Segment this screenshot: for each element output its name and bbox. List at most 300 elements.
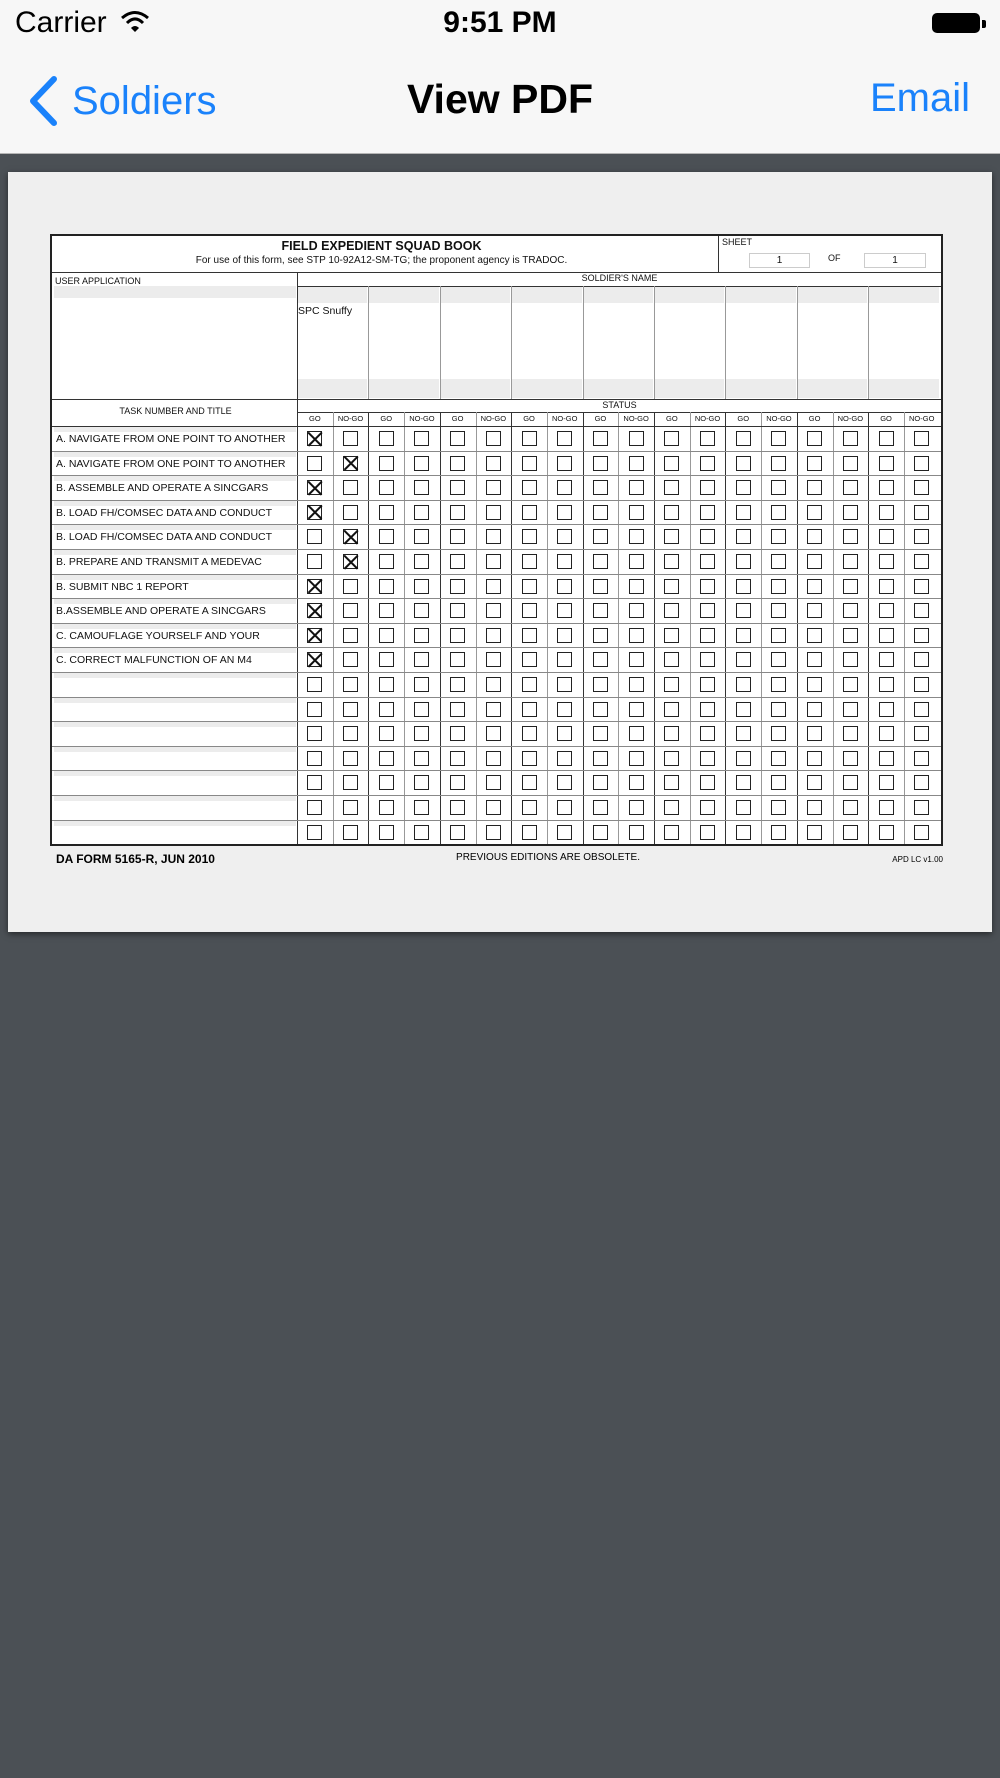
go-checkbox[interactable] (593, 579, 608, 594)
nogo-checkbox[interactable] (414, 603, 429, 618)
go-checkbox[interactable] (593, 726, 608, 741)
go-checkbox[interactable] (807, 456, 822, 471)
nogo-checkbox[interactable] (914, 480, 929, 495)
nogo-checkbox[interactable] (700, 800, 715, 815)
nogo-checkbox[interactable] (914, 751, 929, 766)
go-checkbox[interactable] (736, 677, 751, 692)
nogo-checkbox[interactable] (486, 628, 501, 643)
go-checkbox[interactable] (379, 677, 394, 692)
nogo-checkbox[interactable] (557, 505, 572, 520)
nogo-checkbox[interactable] (343, 800, 358, 815)
go-checkbox[interactable] (307, 505, 322, 520)
nogo-checkbox[interactable] (700, 579, 715, 594)
go-checkbox[interactable] (664, 628, 679, 643)
nogo-checkbox[interactable] (771, 579, 786, 594)
go-checkbox[interactable] (450, 825, 465, 840)
nogo-checkbox[interactable] (343, 505, 358, 520)
go-checkbox[interactable] (807, 505, 822, 520)
nogo-checkbox[interactable] (914, 529, 929, 544)
go-checkbox[interactable] (593, 825, 608, 840)
go-checkbox[interactable] (664, 825, 679, 840)
nogo-checkbox[interactable] (629, 677, 644, 692)
go-checkbox[interactable] (807, 751, 822, 766)
go-checkbox[interactable] (664, 726, 679, 741)
nogo-checkbox[interactable] (343, 579, 358, 594)
go-checkbox[interactable] (522, 554, 537, 569)
nogo-checkbox[interactable] (914, 628, 929, 643)
go-checkbox[interactable] (807, 579, 822, 594)
go-checkbox[interactable] (736, 751, 751, 766)
go-checkbox[interactable] (664, 480, 679, 495)
nogo-checkbox[interactable] (414, 529, 429, 544)
go-checkbox[interactable] (450, 628, 465, 643)
nogo-checkbox[interactable] (486, 431, 501, 446)
nogo-checkbox[interactable] (557, 456, 572, 471)
nogo-checkbox[interactable] (629, 775, 644, 790)
go-checkbox[interactable] (807, 554, 822, 569)
nogo-checkbox[interactable] (414, 480, 429, 495)
go-checkbox[interactable] (379, 800, 394, 815)
go-checkbox[interactable] (593, 431, 608, 446)
nogo-checkbox[interactable] (486, 579, 501, 594)
go-checkbox[interactable] (807, 677, 822, 692)
nogo-checkbox[interactable] (629, 603, 644, 618)
go-checkbox[interactable] (879, 579, 894, 594)
nogo-checkbox[interactable] (343, 456, 358, 471)
go-checkbox[interactable] (807, 726, 822, 741)
go-checkbox[interactable] (664, 431, 679, 446)
go-checkbox[interactable] (879, 726, 894, 741)
nogo-checkbox[interactable] (414, 726, 429, 741)
go-checkbox[interactable] (879, 480, 894, 495)
nogo-checkbox[interactable] (771, 431, 786, 446)
go-checkbox[interactable] (379, 505, 394, 520)
nogo-checkbox[interactable] (557, 702, 572, 717)
nogo-checkbox[interactable] (914, 603, 929, 618)
go-checkbox[interactable] (307, 529, 322, 544)
nogo-checkbox[interactable] (414, 505, 429, 520)
go-checkbox[interactable] (522, 529, 537, 544)
go-checkbox[interactable] (450, 529, 465, 544)
nogo-checkbox[interactable] (557, 554, 572, 569)
nogo-checkbox[interactable] (629, 702, 644, 717)
go-checkbox[interactable] (664, 652, 679, 667)
go-checkbox[interactable] (593, 800, 608, 815)
go-checkbox[interactable] (879, 652, 894, 667)
go-checkbox[interactable] (736, 775, 751, 790)
nogo-checkbox[interactable] (414, 579, 429, 594)
nogo-checkbox[interactable] (771, 505, 786, 520)
nogo-checkbox[interactable] (914, 702, 929, 717)
nogo-checkbox[interactable] (843, 554, 858, 569)
go-checkbox[interactable] (522, 456, 537, 471)
go-checkbox[interactable] (736, 579, 751, 594)
go-checkbox[interactable] (807, 775, 822, 790)
nogo-checkbox[interactable] (343, 652, 358, 667)
go-checkbox[interactable] (593, 603, 608, 618)
nogo-checkbox[interactable] (843, 652, 858, 667)
nogo-checkbox[interactable] (700, 677, 715, 692)
nogo-checkbox[interactable] (914, 726, 929, 741)
nogo-checkbox[interactable] (629, 628, 644, 643)
nogo-checkbox[interactable] (771, 751, 786, 766)
go-checkbox[interactable] (736, 554, 751, 569)
go-checkbox[interactable] (736, 505, 751, 520)
nogo-checkbox[interactable] (700, 480, 715, 495)
nogo-checkbox[interactable] (557, 480, 572, 495)
go-checkbox[interactable] (450, 554, 465, 569)
nogo-checkbox[interactable] (700, 603, 715, 618)
go-checkbox[interactable] (664, 554, 679, 569)
nogo-checkbox[interactable] (700, 628, 715, 643)
go-checkbox[interactable] (593, 702, 608, 717)
go-checkbox[interactable] (736, 702, 751, 717)
nogo-checkbox[interactable] (343, 529, 358, 544)
nogo-checkbox[interactable] (914, 800, 929, 815)
go-checkbox[interactable] (664, 456, 679, 471)
go-checkbox[interactable] (879, 751, 894, 766)
go-checkbox[interactable] (522, 702, 537, 717)
go-checkbox[interactable] (307, 456, 322, 471)
go-checkbox[interactable] (593, 628, 608, 643)
nogo-checkbox[interactable] (486, 775, 501, 790)
nogo-checkbox[interactable] (486, 603, 501, 618)
go-checkbox[interactable] (450, 726, 465, 741)
go-checkbox[interactable] (379, 825, 394, 840)
go-checkbox[interactable] (522, 505, 537, 520)
nogo-checkbox[interactable] (343, 480, 358, 495)
nogo-checkbox[interactable] (700, 554, 715, 569)
nogo-checkbox[interactable] (557, 751, 572, 766)
go-checkbox[interactable] (307, 603, 322, 618)
go-checkbox[interactable] (593, 775, 608, 790)
nogo-checkbox[interactable] (843, 825, 858, 840)
nogo-checkbox[interactable] (700, 702, 715, 717)
go-checkbox[interactable] (450, 702, 465, 717)
nogo-checkbox[interactable] (843, 480, 858, 495)
email-button[interactable]: Email (869, 76, 970, 120)
nogo-checkbox[interactable] (486, 677, 501, 692)
go-checkbox[interactable] (736, 652, 751, 667)
nogo-checkbox[interactable] (557, 431, 572, 446)
go-checkbox[interactable] (522, 677, 537, 692)
nogo-checkbox[interactable] (486, 825, 501, 840)
nogo-checkbox[interactable] (486, 505, 501, 520)
go-checkbox[interactable] (450, 677, 465, 692)
nogo-checkbox[interactable] (771, 825, 786, 840)
go-checkbox[interactable] (450, 800, 465, 815)
nogo-checkbox[interactable] (843, 800, 858, 815)
nogo-checkbox[interactable] (771, 456, 786, 471)
go-checkbox[interactable] (736, 456, 751, 471)
nogo-checkbox[interactable] (343, 825, 358, 840)
go-checkbox[interactable] (450, 775, 465, 790)
nogo-checkbox[interactable] (700, 431, 715, 446)
go-checkbox[interactable] (593, 554, 608, 569)
go-checkbox[interactable] (307, 726, 322, 741)
nogo-checkbox[interactable] (343, 677, 358, 692)
nogo-checkbox[interactable] (486, 480, 501, 495)
nogo-checkbox[interactable] (914, 456, 929, 471)
go-checkbox[interactable] (450, 652, 465, 667)
nogo-checkbox[interactable] (700, 775, 715, 790)
nogo-checkbox[interactable] (771, 529, 786, 544)
go-checkbox[interactable] (379, 554, 394, 569)
nogo-checkbox[interactable] (914, 652, 929, 667)
go-checkbox[interactable] (307, 677, 322, 692)
go-checkbox[interactable] (879, 529, 894, 544)
nogo-checkbox[interactable] (843, 702, 858, 717)
nogo-checkbox[interactable] (914, 775, 929, 790)
nogo-checkbox[interactable] (700, 529, 715, 544)
go-checkbox[interactable] (379, 431, 394, 446)
nogo-checkbox[interactable] (557, 652, 572, 667)
nogo-checkbox[interactable] (914, 554, 929, 569)
nogo-checkbox[interactable] (414, 677, 429, 692)
nogo-checkbox[interactable] (629, 554, 644, 569)
go-checkbox[interactable] (450, 431, 465, 446)
go-checkbox[interactable] (522, 652, 537, 667)
nogo-checkbox[interactable] (343, 603, 358, 618)
go-checkbox[interactable] (522, 603, 537, 618)
go-checkbox[interactable] (379, 726, 394, 741)
go-checkbox[interactable] (807, 800, 822, 815)
go-checkbox[interactable] (307, 751, 322, 766)
nogo-checkbox[interactable] (629, 456, 644, 471)
go-checkbox[interactable] (522, 775, 537, 790)
nogo-checkbox[interactable] (486, 702, 501, 717)
go-checkbox[interactable] (807, 825, 822, 840)
nogo-checkbox[interactable] (343, 628, 358, 643)
nogo-checkbox[interactable] (914, 677, 929, 692)
nogo-checkbox[interactable] (486, 800, 501, 815)
go-checkbox[interactable] (736, 726, 751, 741)
nogo-checkbox[interactable] (343, 554, 358, 569)
go-checkbox[interactable] (522, 726, 537, 741)
go-checkbox[interactable] (593, 505, 608, 520)
nogo-checkbox[interactable] (486, 529, 501, 544)
nogo-checkbox[interactable] (414, 751, 429, 766)
go-checkbox[interactable] (879, 554, 894, 569)
nogo-checkbox[interactable] (414, 702, 429, 717)
nogo-checkbox[interactable] (629, 825, 644, 840)
go-checkbox[interactable] (522, 628, 537, 643)
go-checkbox[interactable] (664, 505, 679, 520)
go-checkbox[interactable] (379, 751, 394, 766)
nogo-checkbox[interactable] (343, 751, 358, 766)
nogo-checkbox[interactable] (843, 677, 858, 692)
nogo-checkbox[interactable] (414, 628, 429, 643)
go-checkbox[interactable] (307, 652, 322, 667)
go-checkbox[interactable] (450, 603, 465, 618)
nogo-checkbox[interactable] (414, 431, 429, 446)
nogo-checkbox[interactable] (343, 726, 358, 741)
go-checkbox[interactable] (593, 652, 608, 667)
nogo-checkbox[interactable] (629, 431, 644, 446)
go-checkbox[interactable] (522, 825, 537, 840)
nogo-checkbox[interactable] (771, 652, 786, 667)
go-checkbox[interactable] (664, 529, 679, 544)
go-checkbox[interactable] (879, 775, 894, 790)
nogo-checkbox[interactable] (843, 726, 858, 741)
go-checkbox[interactable] (664, 579, 679, 594)
go-checkbox[interactable] (307, 579, 322, 594)
go-checkbox[interactable] (379, 579, 394, 594)
go-checkbox[interactable] (522, 751, 537, 766)
go-checkbox[interactable] (450, 480, 465, 495)
go-checkbox[interactable] (664, 775, 679, 790)
nogo-checkbox[interactable] (700, 456, 715, 471)
go-checkbox[interactable] (736, 431, 751, 446)
go-checkbox[interactable] (379, 702, 394, 717)
go-checkbox[interactable] (879, 825, 894, 840)
nogo-checkbox[interactable] (557, 529, 572, 544)
go-checkbox[interactable] (807, 529, 822, 544)
nogo-checkbox[interactable] (771, 726, 786, 741)
go-checkbox[interactable] (664, 800, 679, 815)
nogo-checkbox[interactable] (557, 603, 572, 618)
nogo-checkbox[interactable] (700, 726, 715, 741)
nogo-checkbox[interactable] (914, 579, 929, 594)
go-checkbox[interactable] (879, 505, 894, 520)
nogo-checkbox[interactable] (914, 825, 929, 840)
go-checkbox[interactable] (664, 603, 679, 618)
go-checkbox[interactable] (664, 751, 679, 766)
pdf-viewer[interactable] (0, 154, 1000, 1778)
go-checkbox[interactable] (522, 579, 537, 594)
nogo-checkbox[interactable] (414, 456, 429, 471)
nogo-checkbox[interactable] (557, 800, 572, 815)
nogo-checkbox[interactable] (414, 825, 429, 840)
nogo-checkbox[interactable] (771, 628, 786, 643)
nogo-checkbox[interactable] (700, 652, 715, 667)
nogo-checkbox[interactable] (843, 529, 858, 544)
go-checkbox[interactable] (307, 775, 322, 790)
nogo-checkbox[interactable] (629, 505, 644, 520)
go-checkbox[interactable] (307, 628, 322, 643)
go-checkbox[interactable] (307, 431, 322, 446)
go-checkbox[interactable] (807, 431, 822, 446)
nogo-checkbox[interactable] (771, 702, 786, 717)
nogo-checkbox[interactable] (629, 726, 644, 741)
nogo-checkbox[interactable] (557, 677, 572, 692)
go-checkbox[interactable] (807, 480, 822, 495)
go-checkbox[interactable] (736, 825, 751, 840)
go-checkbox[interactable] (879, 800, 894, 815)
nogo-checkbox[interactable] (414, 800, 429, 815)
nogo-checkbox[interactable] (914, 505, 929, 520)
go-checkbox[interactable] (879, 677, 894, 692)
nogo-checkbox[interactable] (629, 800, 644, 815)
nogo-checkbox[interactable] (914, 431, 929, 446)
go-checkbox[interactable] (664, 677, 679, 692)
nogo-checkbox[interactable] (557, 825, 572, 840)
go-checkbox[interactable] (307, 554, 322, 569)
nogo-checkbox[interactable] (486, 726, 501, 741)
nogo-checkbox[interactable] (843, 628, 858, 643)
nogo-checkbox[interactable] (414, 652, 429, 667)
nogo-checkbox[interactable] (843, 505, 858, 520)
go-checkbox[interactable] (879, 702, 894, 717)
nogo-checkbox[interactable] (843, 751, 858, 766)
go-checkbox[interactable] (879, 456, 894, 471)
nogo-checkbox[interactable] (486, 456, 501, 471)
nogo-checkbox[interactable] (629, 652, 644, 667)
nogo-checkbox[interactable] (771, 603, 786, 618)
nogo-checkbox[interactable] (700, 825, 715, 840)
go-checkbox[interactable] (379, 603, 394, 618)
go-checkbox[interactable] (807, 652, 822, 667)
go-checkbox[interactable] (879, 628, 894, 643)
go-checkbox[interactable] (593, 751, 608, 766)
nogo-checkbox[interactable] (343, 775, 358, 790)
go-checkbox[interactable] (450, 505, 465, 520)
nogo-checkbox[interactable] (771, 480, 786, 495)
go-checkbox[interactable] (807, 603, 822, 618)
nogo-checkbox[interactable] (414, 775, 429, 790)
go-checkbox[interactable] (736, 529, 751, 544)
nogo-checkbox[interactable] (557, 726, 572, 741)
nogo-checkbox[interactable] (771, 775, 786, 790)
nogo-checkbox[interactable] (629, 529, 644, 544)
nogo-checkbox[interactable] (343, 431, 358, 446)
nogo-checkbox[interactable] (771, 554, 786, 569)
nogo-checkbox[interactable] (486, 554, 501, 569)
nogo-checkbox[interactable] (843, 579, 858, 594)
go-checkbox[interactable] (307, 825, 322, 840)
go-checkbox[interactable] (807, 702, 822, 717)
go-checkbox[interactable] (736, 603, 751, 618)
nogo-checkbox[interactable] (414, 554, 429, 569)
go-checkbox[interactable] (522, 480, 537, 495)
go-checkbox[interactable] (593, 529, 608, 544)
go-checkbox[interactable] (307, 480, 322, 495)
nogo-checkbox[interactable] (700, 505, 715, 520)
go-checkbox[interactable] (879, 431, 894, 446)
nogo-checkbox[interactable] (486, 652, 501, 667)
nogo-checkbox[interactable] (557, 775, 572, 790)
nogo-checkbox[interactable] (343, 702, 358, 717)
go-checkbox[interactable] (379, 628, 394, 643)
go-checkbox[interactable] (736, 480, 751, 495)
nogo-checkbox[interactable] (629, 579, 644, 594)
go-checkbox[interactable] (522, 431, 537, 446)
go-checkbox[interactable] (807, 628, 822, 643)
nogo-checkbox[interactable] (843, 456, 858, 471)
nogo-checkbox[interactable] (771, 800, 786, 815)
go-checkbox[interactable] (450, 456, 465, 471)
nogo-checkbox[interactable] (629, 751, 644, 766)
go-checkbox[interactable] (593, 456, 608, 471)
go-checkbox[interactable] (593, 677, 608, 692)
nogo-checkbox[interactable] (771, 677, 786, 692)
go-checkbox[interactable] (736, 628, 751, 643)
go-checkbox[interactable] (736, 800, 751, 815)
nogo-checkbox[interactable] (700, 751, 715, 766)
go-checkbox[interactable] (450, 579, 465, 594)
go-checkbox[interactable] (522, 800, 537, 815)
go-checkbox[interactable] (307, 702, 322, 717)
go-checkbox[interactable] (379, 529, 394, 544)
go-checkbox[interactable] (379, 775, 394, 790)
go-checkbox[interactable] (450, 751, 465, 766)
go-checkbox[interactable] (879, 603, 894, 618)
nogo-checkbox[interactable] (843, 775, 858, 790)
nogo-checkbox[interactable] (557, 628, 572, 643)
nogo-checkbox[interactable] (843, 431, 858, 446)
nogo-checkbox[interactable] (843, 603, 858, 618)
go-checkbox[interactable] (664, 702, 679, 717)
